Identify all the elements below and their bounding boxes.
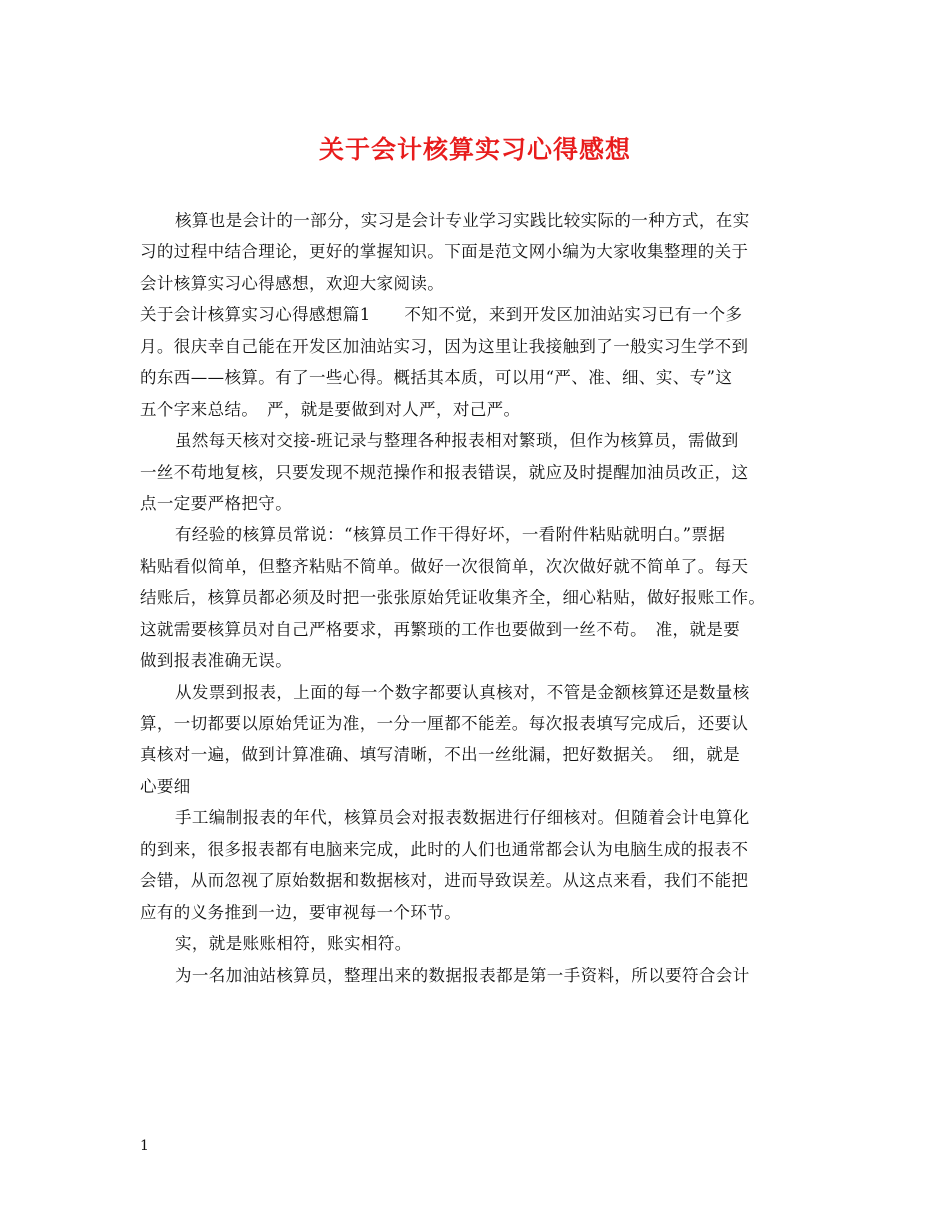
body-line: 实，就是账账相符，账实相符。	[175, 934, 412, 954]
document-body	[140, 205, 812, 991]
document-title: 关于会计核算实习心得感想	[318, 135, 631, 164]
body-line: 有经验的核算员常说：“核算员工作干得好坏，一看附件粘贴就明白。”票据	[175, 525, 726, 545]
body-line: 五个字来总结。 严，就是要做到对人严，对己严。	[140, 399, 521, 419]
body-line: 虽然每天核对交接-班记录与整理各种报表相对繁琐，但作为核算员，需做到	[175, 431, 739, 451]
body-line: 会错，从而忽视了原始数据和数据核对，进而导致误差。从这点来看，我们不能把	[140, 871, 749, 891]
body-line: 为一名加油站核算员，整理出来的数据报表都是第一手资料，所以要符合会计	[175, 965, 750, 985]
body-line: 会计核算实习心得感想，欢迎大家阅读。	[140, 273, 445, 293]
body-line: 手工编制报表的年代，核算员会对报表数据进行仔细核对。但随着会计电算化	[175, 808, 750, 828]
body-line: 点一定要严格把守。	[140, 493, 293, 513]
body-line: 的东西——核算。有了一些心得。概括其本质，可以用“严、准、细、实、专”这	[140, 368, 733, 388]
body-line: 应有的义务推到一边，要审视每一个环节。	[140, 902, 462, 922]
page-number: 1	[140, 1138, 149, 1154]
body-line: 算，一切都要以原始凭证为准，一分一厘都不能差。每次报表填写完成后，还要认	[140, 714, 749, 733]
body-line: 这就需要核算员对自己严格要求，再繁琐的工作也要做到一丝不苟。 准，就是要	[140, 619, 741, 639]
body-line: 从发票到报表，上面的每一个数字都要认真核对，不管是金额核算还是数量核	[175, 682, 750, 702]
body-line: 做到报表准确无误。	[140, 651, 293, 671]
body-line: 结账后，核算员都必须及时把一张张原始凭证收集齐全，细心粘贴，做好报账工作。	[140, 588, 766, 608]
body-line: 一丝不苟地复核，只要发现不规范操作和报表错误，就应及时提醒加油员改正，这	[140, 462, 749, 482]
body-line: 真核对一遍，做到计算准确、填写清晰，不出一丝纰漏，把好数据关。 细，就是	[140, 745, 741, 765]
body-line: 习的过程中结合理论，更好的掌握知识。下面是范文网小编为大家收集整理的关于	[140, 242, 749, 262]
body-line: 核算也是会计的一部分，实习是会计专业学习实践比较实际的一种方式，在实	[175, 211, 750, 230]
body-line: 月。很庆幸自己能在开发区加油站实习，因为这里让我接触到了一般实习生学不到	[140, 336, 749, 356]
body-line: 心要细	[140, 776, 191, 796]
body-line: 粘贴看似简单，但整齐粘贴不简单。做好一次很简单，次次做好就不简单了。每天	[140, 556, 749, 576]
body-line: 关于会计核算实习心得感想篇1 不知不觉，来到开发区加油站实习已有一个多	[140, 305, 743, 325]
body-line: 的到来，很多报表都有电脑来完成，此时的人们也通常都会认为电脑生成的报表不	[140, 839, 749, 859]
